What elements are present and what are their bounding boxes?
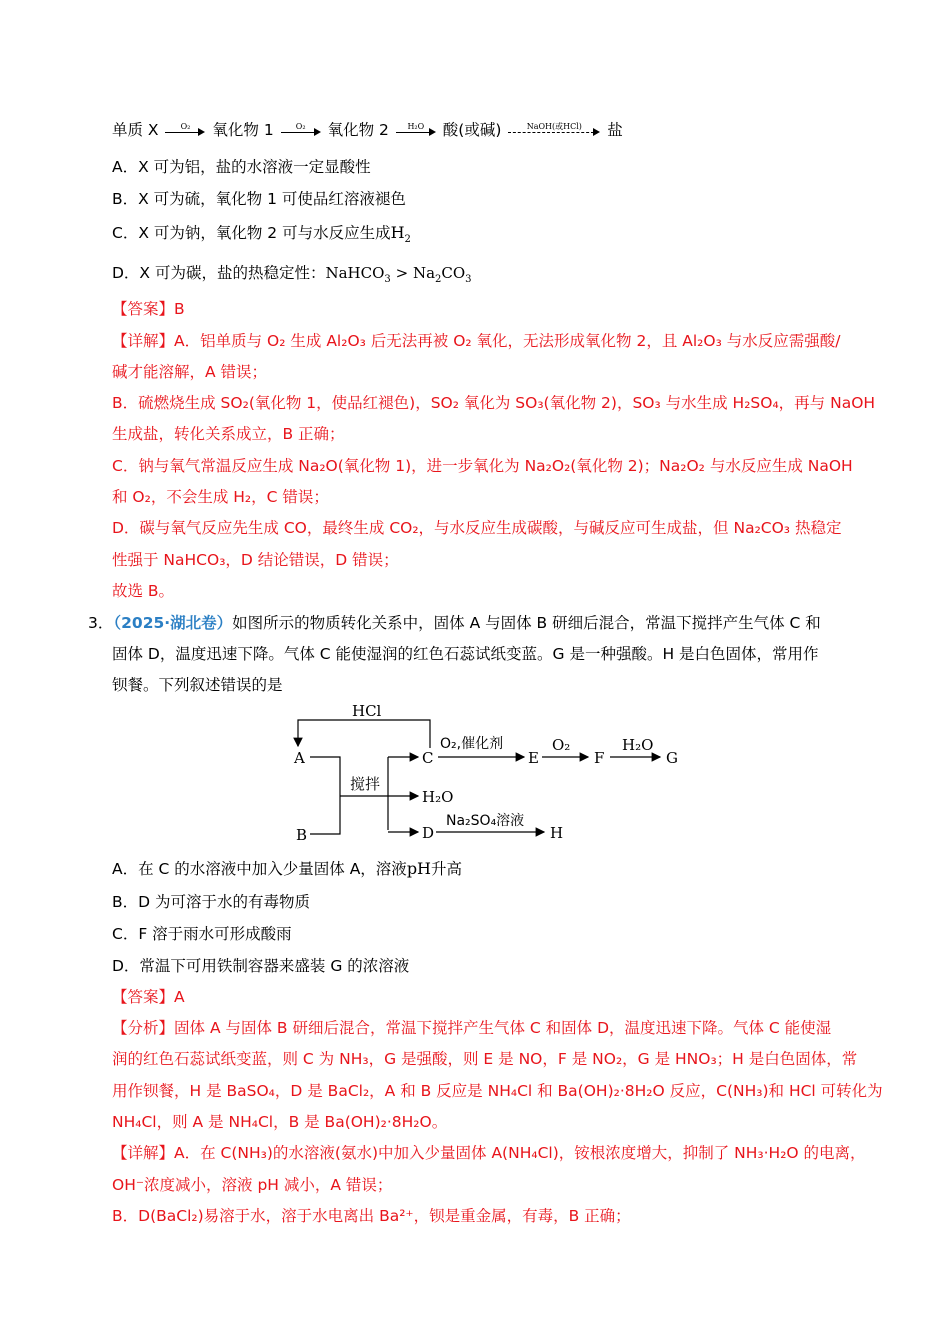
- hcl-loop-line: [298, 720, 430, 748]
- scheme-line: [112, 119, 623, 141]
- q2-detail-c-2: 和 O₂，不会生成 H₂，C 错误；: [112, 488, 329, 506]
- q2-conclusion: 故选 B。: [112, 582, 175, 600]
- q2-detail-d-2: 性强于 NaHCO₃，D 结论错误，D 错误；: [112, 551, 399, 569]
- formula-compare: NaHCO$_3$ > $Na_2CO_3$: [325, 264, 472, 285]
- diagram-d: D: [422, 824, 435, 842]
- diagram-h: H: [550, 824, 564, 842]
- q2-detail-d-1: D．碳与氧气反应先生成 CO，最终生成 CO₂，与水反应生成碳酸，与碱反应可生成盐，但 Na₂CO₃ 热稳定: [112, 519, 842, 537]
- diagram-f-to-g-label: H₂O: [622, 736, 654, 754]
- arrow-o2-2: O₂: [279, 123, 323, 139]
- ph-symbol: pH: [406, 859, 432, 878]
- scheme-start: 单质 X: [112, 121, 159, 139]
- q3-answer: 【答案】A: [112, 988, 185, 1006]
- arrow-h2o: H₂O: [394, 123, 438, 139]
- q3-analysis-4: NH₄Cl，则 A 是 NH₄Cl，B 是 Ba(OH)₂·8H₂O。: [112, 1113, 448, 1131]
- diagram-stir: 搅拌: [350, 775, 381, 793]
- diagram-c-to-e-label: O₂,催化剂: [440, 736, 504, 752]
- scheme-acid: 酸(或碱): [442, 121, 502, 139]
- question-number: 3．: [88, 614, 114, 632]
- diagram-g: G: [666, 749, 678, 767]
- q2-option-b: B．X 可为硫，氧化物 1 可使品红溶液褪色: [112, 190, 406, 208]
- diagram-hcl: HCl: [352, 702, 382, 720]
- a-b-bracket: [310, 757, 340, 834]
- arrow-o2-1: O₂: [163, 123, 207, 139]
- diagram-a: A: [294, 749, 305, 767]
- scheme-salt: 盐: [607, 121, 623, 139]
- q3-analysis-3: 用作钡餐，H 是 BaSO₄，D 是 BaCl₂，A 和 B 反应是 NH₄Cl 和 Ba(OH)₂·8H₂O 反应，C(NH₃)和 HCl 可转化为: [112, 1082, 883, 1100]
- diagram-d-to-h-label: Na₂SO₄溶液: [446, 813, 525, 829]
- q2-option-d: D．X 可为碳，盐的热稳定性：NaHCO$_3$ > $Na_2CO_3$: [112, 264, 472, 285]
- diagram-e-to-f-label: O₂: [552, 736, 571, 754]
- q3-detail-b-1: B．D(BaCl₂)易溶于水，溶于水电离出 Ba²⁺，钡是重金属，有毒，B 正确；: [112, 1207, 631, 1225]
- formula-h2: $H_2$: [390, 223, 411, 246]
- diagram-water: H₂O: [422, 788, 454, 806]
- scheme-oxide-2: 氧化物 2: [327, 121, 389, 139]
- q3-option-c: C．F 溶于雨水可形成酸雨: [112, 925, 292, 943]
- q2-answer: 【答案】B: [112, 300, 185, 318]
- q2-option-a: A．X 可为铝，盐的水溶液一定显酸性: [112, 158, 371, 176]
- q3-detail-a-2: OH⁻浓度减小，溶液 pH 减小，A 错误；: [112, 1176, 393, 1194]
- q2-detail-a-1: 【详解】A．铝单质与 O₂ 生成 Al₂O₃ 后无法再被 O₂ 氧化，无法形成氧化物 2，且 Al₂O₃ 与水反应需强酸/: [112, 332, 841, 350]
- q2-detail-b-1: B．硫燃烧生成 SO₂(氧化物 1，使品红褪色)，SO₂ 氧化为 SO₃(氧化物 2)，SO₃ 与水生成 H₂SO₄，再与 NaOH: [112, 394, 876, 412]
- conversion-diagram: [288, 700, 708, 850]
- question-source: （2025·湖北卷）: [113, 614, 233, 632]
- q3-option-b: B．D 为可溶于水的有毒物质: [112, 893, 310, 911]
- q2-detail-a-2: 碱才能溶解，A 错误；: [112, 363, 268, 381]
- diagram-f: F: [594, 749, 605, 767]
- q3-option-d: D．常温下可用铁制容器来盛装 G 的浓溶液: [112, 957, 410, 975]
- q3-stem-1: 3．（2025·湖北卷）如图所示的物质转化关系中，固体 A 与固体 B 研细后混合，常温下搅拌产生气体 C 和: [88, 614, 821, 632]
- diagram-e: E: [528, 749, 539, 767]
- q2-option-c: C．X 可为钠，氧化物 2 可与水反应生成$H_2$: [112, 223, 411, 246]
- q3-analysis-2: 润的红色石蕊试纸变蓝，则 C 为 NH₃，G 是强酸，则 E 是 NO，F 是 NO₂，G 是 HNO₃；H 是白色固体，常: [112, 1050, 858, 1068]
- q3-detail-a-1: 【详解】A．在 C(NH₃)的水溶液(氨水)中加入少量固体 A(NH₄Cl)，铵根浓度增大，抑制了 NH₃·H₂O 的电离，: [112, 1144, 866, 1162]
- q2-detail-b-2: 生成盐，转化关系成立，B 正确；: [112, 425, 345, 443]
- diagram-c: C: [422, 749, 434, 767]
- q3-stem-2: 固体 D，温度迅速下降。气体 C 能使湿润的红色石蕊试纸变蓝。G 是一种强酸。H 是白色固体，常用作: [112, 645, 819, 663]
- q3-stem-3: 钡餐。下列叙述错误的是: [112, 676, 283, 694]
- scheme-oxide-1: 氧化物 1: [212, 121, 274, 139]
- q3-option-a: A．在 C 的水溶液中加入少量固体 A，溶液pH升高: [112, 859, 463, 878]
- diagram-b: B: [296, 826, 308, 844]
- arrow-naoh: NaOH(或HCl): [506, 123, 602, 139]
- q3-analysis-1: 【分析】固体 A 与固体 B 研细后混合，常温下搅拌产生气体 C 和固体 D，温度迅速下降。气体 C 能使湿: [112, 1019, 832, 1037]
- q2-detail-c-1: C．钠与氧气常温反应生成 Na₂O(氧化物 1)，进一步氧化为 Na₂O₂(氧化物 2)；Na₂O₂ 与水反应生成 NaOH: [112, 457, 853, 475]
